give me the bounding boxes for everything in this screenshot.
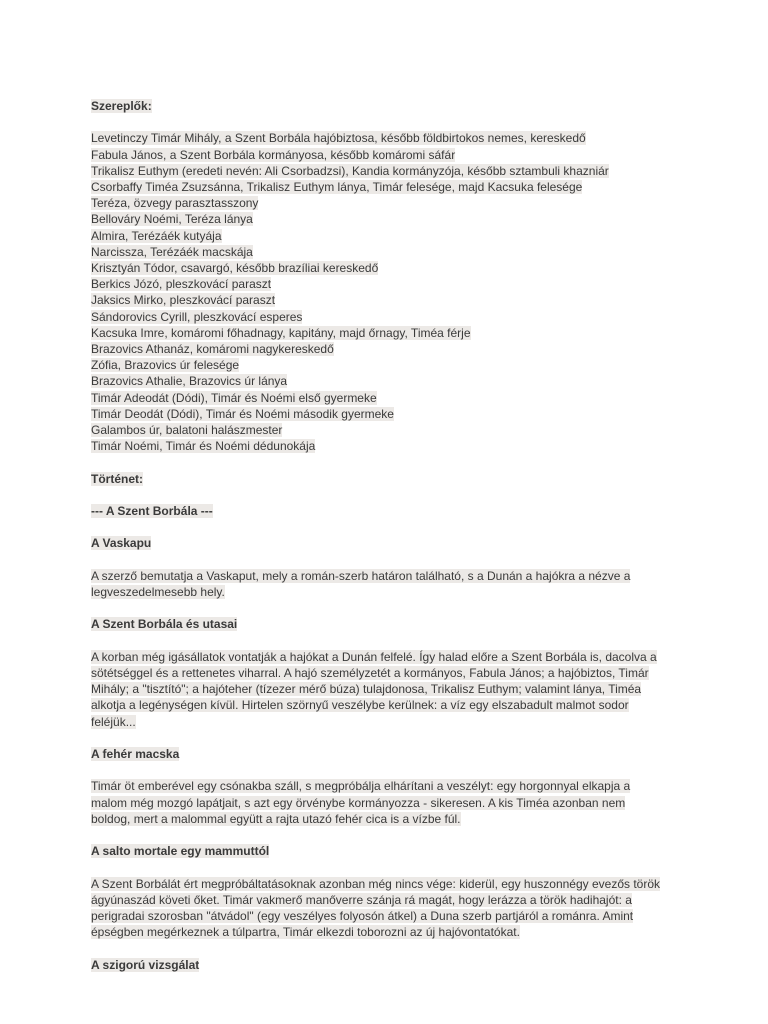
paragraph-line: Timár öt emberével egy csónakba száll, s megpróbálja elhárítani a veszélyt: egy horgonnyal elkapja a — [91, 779, 631, 794]
character-line: Brazovics Athanáz, komáromi nagykereskedő — [91, 342, 334, 357]
paragraph-line: Mihály; a "tisztító"; a hajóteher (tízezer mérő búza) tulajdonosa, Trikalisz Euthym; valamint lánya, Timéa — [91, 682, 642, 697]
character-line: Timár Adeodát (Dódi), Timár és Noémi első gyermeke — [91, 390, 377, 405]
paragraph-line: épségben megérkeznek a túlpartra, Timár elkezdi toborozni az új hajóvontatókat. — [91, 925, 520, 940]
paragraph-line: boldog, mert a malommal együtt a rajta utazó fehér cica is a vízbe fúl. — [91, 811, 461, 826]
character-line: Jaksics Mirko, pleszkovácí paraszt — [91, 293, 276, 308]
chapter-paragraph-salto-mortale — [91, 876, 691, 941]
character-line: Sándorovics Cyrill, pleszkovácí esperes — [91, 309, 303, 324]
paragraph-line: ágyúnaszád követi őket. Timár vakmerő manőverre szánja rá magát, hogy lerázza a török hadihajót: a — [91, 892, 632, 907]
paragraph-line: A szerző bemutatja a Vaskaput, mely a román-szerb határon található, s a Dunán a hajókra a nézve a — [91, 568, 631, 583]
chapter-heading-vaskapu: A Vaskapu — [91, 536, 152, 551]
paragraph-line: A Szent Borbálát ért megpróbáltatásoknak azonban még nincs vége: kiderül, egy huszonnégy evezős török — [91, 876, 661, 891]
chapter-heading-szigoru-vizsgalat: A szigorú vizsgálat — [91, 957, 200, 972]
character-line: Timár Noémi, Timár és Noémi dédunokája — [91, 439, 316, 454]
paragraph-line: alkotja a legénységen kívül. Hirtelen szörnyű veszélybe kerülnek: a víz egy elszabadult malmot sodor — [91, 698, 629, 713]
chapter-heading-salto-mortale: A salto mortale egy mammuttól — [91, 844, 270, 859]
character-line: Fabula János, a Szent Borbála kormányosa, később komáromi sáfár — [91, 147, 456, 162]
character-line: Almira, Terézáék kutyája — [91, 228, 222, 243]
part-heading: --- A Szent Borbála --- — [91, 504, 213, 519]
character-line: Teréza, özvegy parasztasszony — [91, 196, 259, 211]
character-line: Kacsuka Imre, komáromi főhadnagy, kapitány, majd őrnagy, Timéa férje — [91, 325, 471, 340]
paragraph-line: feléjük... — [91, 714, 136, 729]
character-line: Berkics Józó, pleszkovácí paraszt — [91, 277, 272, 292]
chapter-heading-feher-macska: A fehér macska — [91, 747, 180, 761]
character-line: Zófia, Brazovics úr felesége — [91, 358, 240, 373]
document-page — [91, 98, 691, 973]
character-line: Trikalisz Euthym (eredeti nevén: Ali Csorbadzsi), Kandia kormányzója, később sztambuli khazniár — [91, 163, 609, 178]
chapter-paragraph-vaskapu — [91, 568, 691, 600]
paragraph-line: malom még mozgó lapátjait, s azt egy örvénybe kormányozza - sikeresen. A kis Timéa azonban nem — [91, 795, 626, 810]
paragraph-line: sötétséggel és a rettenetes viharral. A hajó személyzetét a kormányos, Fabula János; a hajóbiztos, Timár — [91, 666, 649, 680]
paragraph-line: perigradai szorosban "átvádol" (egy veszélyes folyosón átkel) a Duna szerb partjáról a románra. Amint — [91, 908, 634, 923]
paragraph-line: legveszedelmesebb hely. — [91, 585, 225, 600]
character-line: Timár Deodát (Dódi), Timár és Noémi második gyermeke — [91, 406, 394, 421]
characters-list — [91, 130, 691, 454]
character-line: Bellováry Noémi, Teréza lánya — [91, 212, 253, 227]
chapter-heading-szent-borbala: A Szent Borbála és utasai — [91, 617, 238, 632]
characters-heading: Szereplők: — [91, 99, 152, 113]
story-heading: Történet: — [91, 471, 143, 486]
chapter-paragraph-feher-macska — [91, 778, 691, 827]
paragraph-line: A korban még igásállatok vontatják a hajókat a Dunán felfelé. Így halad előre a Szent Borbála is, dacolva a — [91, 649, 657, 664]
chapter-paragraph-szent-borbala — [91, 649, 691, 730]
character-line: Galambos úr, balatoni halászmester — [91, 423, 283, 438]
character-line: Brazovics Athalie, Brazovics úr lánya — [91, 374, 288, 389]
character-line: Narcissza, Terézáék macskája — [91, 244, 253, 259]
character-line: Csorbaffy Timéa Zsuzsánna, Trikalisz Euthym lánya, Timár felesége, majd Kacsuka felesége — [91, 180, 583, 194]
character-line: Levetinczy Timár Mihály, a Szent Borbála hajóbiztosa, később földbirtokos nemes, kereskedő — [91, 131, 586, 146]
character-line: Krisztyán Tódor, csavargó, később brazíliai kereskedő — [91, 261, 379, 276]
